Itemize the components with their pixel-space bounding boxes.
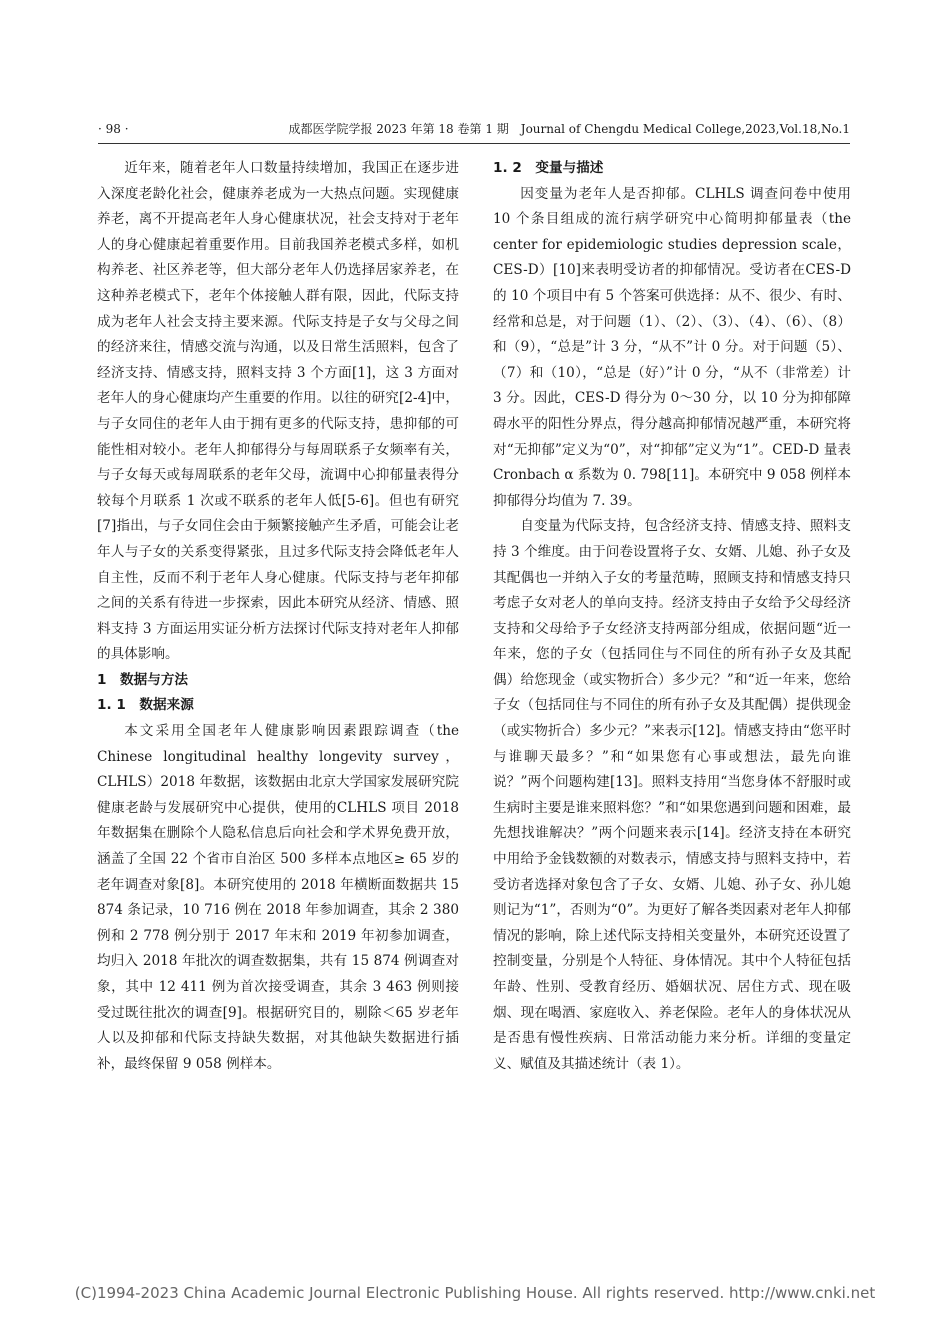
copyright-footer: (C)1994-2023 China Academic Journal Electronic Publishing House. All rights reserved. http://www.cnki.net: [74, 1284, 876, 1302]
running-header: [98, 118, 850, 140]
page-number: · 98 ·: [98, 122, 129, 136]
section-heading-data-methods: 1 数据与方法: [97, 671, 189, 688]
header-rule: [98, 143, 850, 144]
right-column: [493, 156, 851, 1077]
dependent-variable-paragraph: 因变量为老年人是否抑郁。CLHLS 调查问卷中使用 10 个条目组成的流行病学研究中心简明抑郁量表（the center for epidemiologic studies depression scale，CES-D）[10]来表明受访者的抑郁情况。受访者在CES-D 的 10 个项目中有 5 个答案可供选择：从不、很少、有时、经常和总是，对于问题（1）、（2）、（3）、（4）、（6）、（8）和（9），“总是”计 3 分，“从不”计 0 分。对于问题（5）、（7）和（10），“总是（好）”计 0 分，“从不（非常差）计 3 分。因此，CES-D 得分为 0～30 分，以 10 分为抑郁障碍水平的阳性分界点，得分越高抑郁情况越严重，本研究将对“无抑郁”定义为“0”，对“抑郁”定义为“1”。CED-D 量表 Cronbach α 系数为 0. 798[11]。本研究中 9 058 例样本抑郁得分均值为 7. 39。: [493, 185, 851, 509]
subsection-heading-variables: 1. 2 变量与描述: [493, 160, 604, 176]
subsection-heading-data-source: 1. 1 数据来源: [97, 697, 194, 714]
independent-variable-paragraph: 自变量为代际支持，包含经济支持、情感支持、照料支持 3 个维度。由于问卷设置将子女、女婿、儿媳、孙子女及其配偶也一并纳入子女的考量范畴，照顾支持和情感支持只考虑子女对老人的单向支持。经济支持由子女给予父母经济支持和父母给予子女经济支持两部分组成，依据问题“近一年来，您的子女（包括同住与不同住的所有孙子女及其配偶）给您现金（或实物折合）多少元？”和“近一年来，您给子女（包括同住与不同住的所有孙子女及其配偶）提供现金（或实物折合）多少元？”来表示[12]。情感支持由“您平时与谁聊天最多？”和“如果您有心事或想法，最先向谁说？”两个问题构建[13]。照料支持用“当您身体不舒服时或生病时主要是谁来照料您？”和“如果您遇到问题和困难，最先想找谁解决？”两个问题来表示[14]。经济支持在本研究中用给予金钱数额的对数表示，情感支持与照料支持中，若受访者选择对象包含了子女、女婿、儿媳、孙子女、孙儿媳则记为“1”，否则为“0”。为更好了解各类因素对老年人抑郁情况的影响，除上述代际支持相关变量外，本研究还设置了控制变量，分别是个人特征、身体情况。其中个人特征包括年龄、性别、受教育经历、婚姻状况、居住方式、现在吸烟、现在喝酒、家庭收入、养老保险。老年人的身体状况从是否患有慢性疾病、日常活动能力来分析。详细的变量定义、赋值及其描述统计（表 1）。: [493, 518, 851, 1072]
intro-paragraph: 近年来，随着老年人口数量持续增加，我国正在逐步进入深度老龄化社会，健康养老成为一大热点问题。实现健康养老，离不开提高老年人身心健康状况，社会支持对于老年人的身心健康起着重要作用。目前我国养老模式多样，如机构养老、社区养老等，但大部分老年人仍选择居家养老，在这种养老模式下，老年个体接触人群有限，因此，代际支持成为老年人社会支持主要来源。代际支持是子女与父母之间的经济来往，情感交流与沟通，以及日常生活照料，包含了经济支持、情感支持，照料支持 3 个方面[1]，这 3 方面对老年人的身心健康均产生重要的作用。以往的研究[2-4]中，与子女同住的老年人由于拥有更多的代际支持，患抑郁的可能性相对较小。老年人抑郁得分与每周联系子女频率有关，与子女每天或每周联系的老年父母，流调中心抑郁量表得分较每个月联系 1 次或不联系的老年人低[5-6]。但也有研究[7]指出，与子女同住会由于频繁接触产生矛盾，可能会让老年人与子女的关系变得紧张，且过多代际支持会降低老年人自主性，反而不利于老年人身心健康。代际支持与老年抑郁之间的关系有待进一步探索，因此本研究从经济、情感、照料支持 3 方面运用实证分析方法探讨代际支持对老年人抑郁的具体影响。: [97, 160, 459, 663]
left-column: [97, 156, 459, 1077]
data-source-paragraph: 本文采用全国老年人健康影响因素跟踪调查（the Chinese longitudinal healthy longevity survey，CLHLS）2018 年数据，该数据由北京大学国家发展研究院健康老龄与发展研究中心提供，使用的CLHLS 项目 2018 年数据集在删除个人隐私信息后向社会和学术界免费开放，涵盖了全国 22 个省市自治区 500 多样本点地区≥ 65 岁的老年调查对象[8]。本研究使用的 2018 年横断面数据共 15 874 条记录，10 716 例在 2018 年参加调查，其余 2 380 例和 2 778 例分别于 2017 年末和 2019 年初参加调查，均归入 2018 年批次的调查数据集，共有 15 874 例调查对象，其中 12 411 例为首次接受调查，其余 3 463 例则接受过既往批次的调查[9]。根据研究目的，剔除＜65 岁老年人以及抑郁和代际支持缺失数据，对其他缺失数据进行插补，最终保留 9 058 例样本。: [97, 723, 459, 1072]
journal-citation: 成都医学院学报 2023 年第 18 卷第 1 期 Journal of Chengdu Medical College,2023,Vol.18,No.1: [288, 122, 850, 136]
